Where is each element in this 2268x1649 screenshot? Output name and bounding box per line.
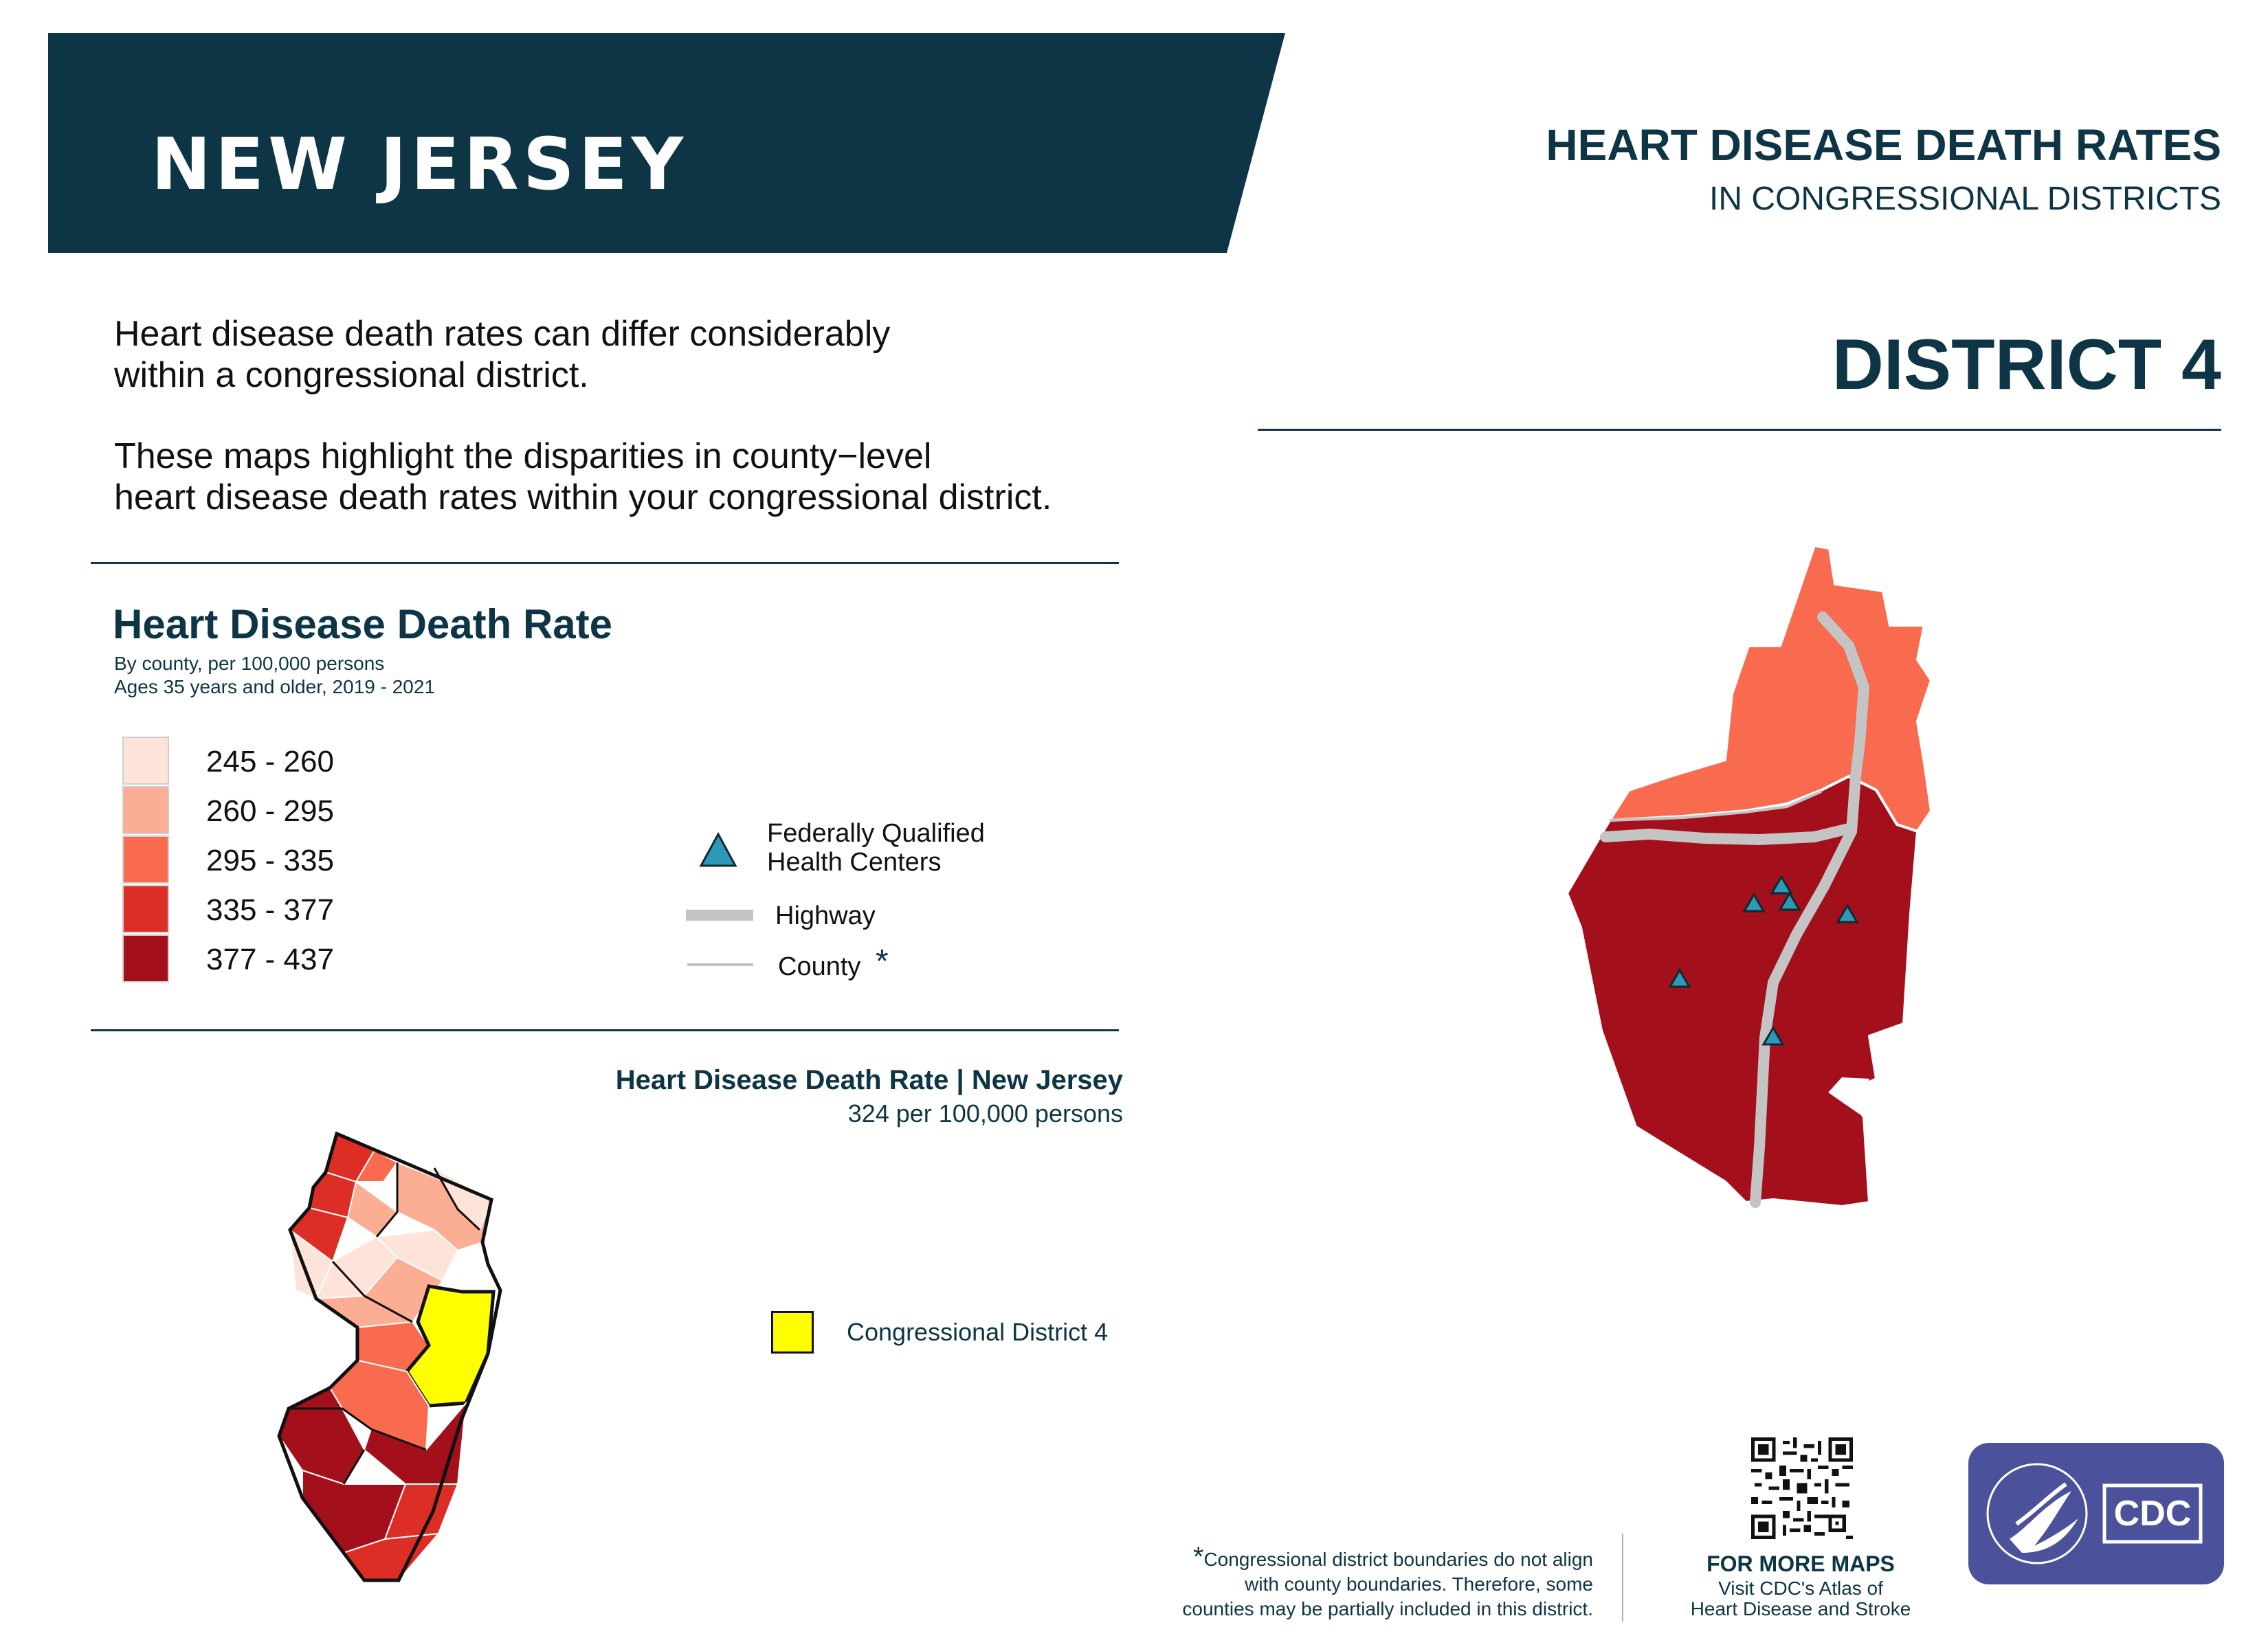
highway-legend-line: [686, 910, 753, 921]
new-jersey-state-map: [261, 1127, 509, 1594]
district-legend-swatch: [771, 1311, 814, 1354]
legend-label-5: 377 - 437: [206, 943, 334, 976]
intro-line-2: within a congressional district.: [114, 355, 589, 395]
more-maps-line-1[interactable]: Visit CDC's Atlas of: [1718, 1578, 1883, 1599]
footer-divider: [1622, 1534, 1623, 1622]
state-title: NEW JERSEY: [151, 122, 688, 206]
footnote-asterisk: *: [1192, 1542, 1204, 1572]
legend-bottom-divider: [91, 1029, 1119, 1031]
highway-label: Highway: [775, 901, 876, 930]
legend-swatch-4: [122, 885, 169, 933]
intro-line-3: These maps highlight the disparities in county−level: [114, 436, 932, 476]
more-maps-title: FOR MORE MAPS: [1706, 1551, 1895, 1576]
legend-label-1: 245 - 260: [206, 745, 334, 778]
legend-swatch-3: [122, 835, 169, 884]
state-rate-value: 324 per 100,000 persons: [847, 1099, 1123, 1128]
legend-swatch-2: [122, 786, 169, 834]
fqhc-marker-icon: [694, 830, 742, 871]
qr-code-icon[interactable]: [1751, 1437, 1853, 1539]
district-divider: [1258, 429, 2221, 431]
cdc-hhs-logo: [1968, 1443, 2224, 1584]
legend-note-1: By county, per 100,000 persons: [114, 653, 385, 674]
more-maps-line-2[interactable]: Heart Disease and Stroke: [1690, 1598, 1911, 1619]
fqhc-label-2: Health Centers: [767, 848, 942, 877]
county-label: County: [778, 952, 861, 981]
footnote: [1182, 1542, 1593, 1622]
footnote-line-2: with county boundaries. Therefore, some: [1245, 1573, 1593, 1595]
legend-top-divider: [91, 562, 1119, 564]
cdc-logo-text: CDC: [2113, 1494, 2192, 1534]
legend-title: Heart Disease Death Rate: [113, 601, 613, 647]
county-legend-line: [687, 963, 753, 966]
district-legend-label: Congressional District 4: [847, 1318, 1109, 1346]
footnote-line-1: Congressional district boundaries do not align: [1203, 1549, 1593, 1570]
legend-note-2: Ages 35 years and older, 2019 - 2021: [114, 676, 436, 697]
intro-line-4: heart disease death rates within your congressional district.: [114, 478, 1052, 517]
fqhc-label-1: Federally Qualified: [767, 819, 985, 848]
district-title: DISTRICT 4: [1832, 325, 2221, 405]
page-subtitle: IN CONGRESSIONAL DISTRICTS: [1709, 181, 2221, 217]
state-rate-title: Heart Disease Death Rate | New Jersey: [615, 1065, 1123, 1095]
district-4-map: [1498, 543, 1945, 1216]
legend-swatch-5: [122, 934, 169, 983]
legend-label-3: 295 - 335: [206, 844, 334, 877]
intro-line-1: Heart disease death rates can differ considerably: [114, 314, 891, 354]
legend-label-4: 335 - 377: [206, 893, 334, 927]
legend-swatch-1: [122, 737, 169, 785]
page-title: HEART DISEASE DEATH RATES: [1546, 120, 2221, 170]
footnote-line-3: counties may be partially included in this district.: [1182, 1598, 1593, 1619]
county-asterisk: *: [876, 943, 889, 980]
legend-label-2: 260 - 295: [206, 794, 334, 828]
